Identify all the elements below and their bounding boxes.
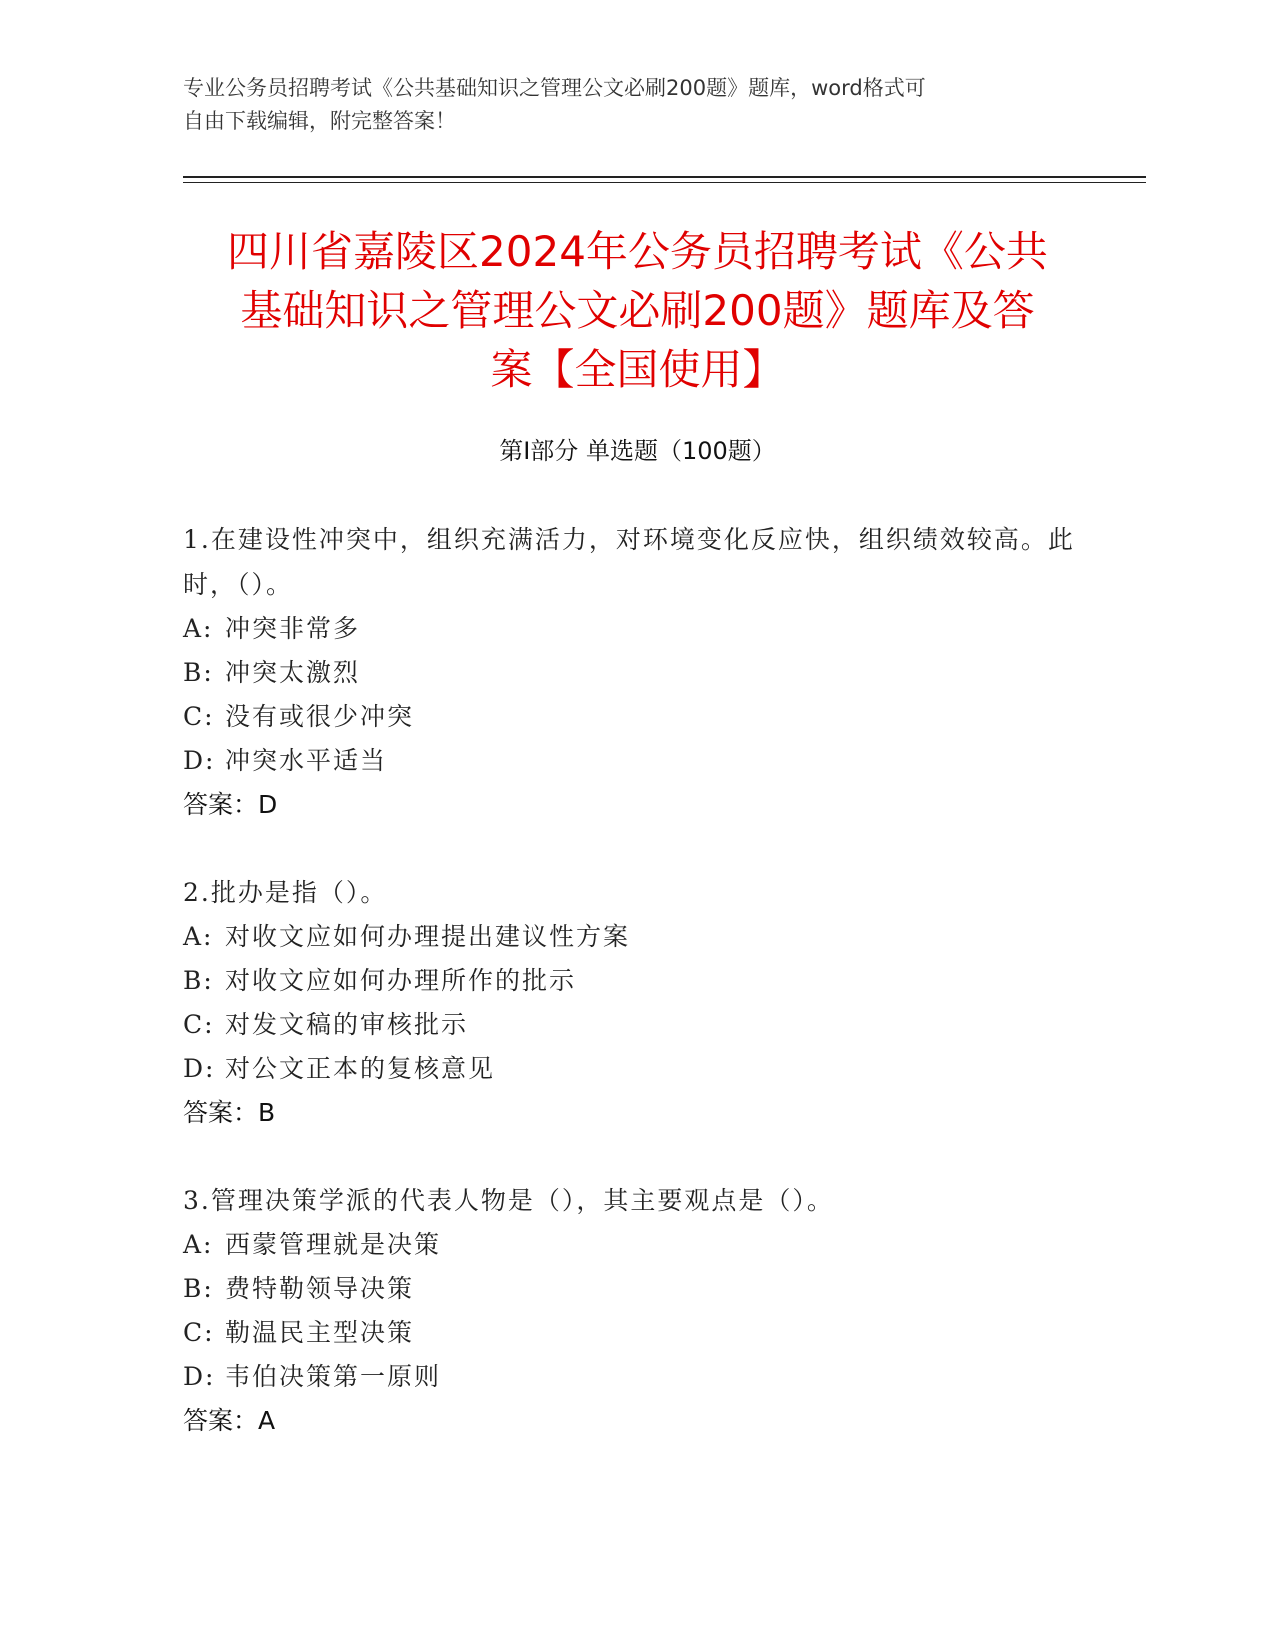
header-divider-thick bbox=[183, 176, 1146, 178]
section-title: 第Ⅰ部分 单选题（100题） bbox=[499, 437, 776, 465]
option-c bbox=[183, 1003, 1083, 1047]
option-text: 冲突太激烈 bbox=[225, 658, 361, 687]
option-letter: B: bbox=[183, 966, 214, 995]
header-note bbox=[183, 72, 1063, 138]
document-title-line-1: 四川省嘉陵区2024年公务员招聘考试《公共 bbox=[227, 227, 1048, 276]
header-note-line-2: 自由下载编辑，附完整答案！ bbox=[183, 109, 456, 133]
option-letter: C: bbox=[183, 702, 215, 731]
header-note-line-1: 专业公务员招聘考试《公共基础知识之管理公文必刷200题》题库，word格式可 bbox=[183, 76, 926, 100]
option-letter: B: bbox=[183, 1274, 214, 1303]
question-list bbox=[183, 517, 1083, 1486]
answer-line: 答案：B bbox=[183, 1098, 276, 1127]
option-d bbox=[183, 1047, 1083, 1091]
option-letter: C: bbox=[183, 1318, 215, 1347]
option-letter: D: bbox=[183, 1054, 216, 1083]
answer-line: 答案：A bbox=[183, 1406, 276, 1435]
question-item bbox=[183, 517, 1083, 827]
question-stem: 3.管理决策学派的代表人物是（），其主要观点是（）。 bbox=[183, 1186, 834, 1215]
option-letter: C: bbox=[183, 1010, 215, 1039]
option-text: 对收文应如何办理所作的批示 bbox=[225, 966, 577, 995]
option-letter: B: bbox=[183, 658, 214, 687]
option-text: 冲突水平适当 bbox=[225, 746, 388, 775]
question-stem: 2.批办是指（）。 bbox=[183, 878, 388, 907]
option-b bbox=[183, 1267, 1083, 1311]
option-text: 对发文稿的审核批示 bbox=[225, 1010, 469, 1039]
option-letter: A: bbox=[183, 614, 214, 643]
option-d bbox=[183, 1355, 1083, 1399]
option-text: 对收文应如何办理提出建议性方案 bbox=[225, 922, 631, 951]
answer-line: 答案：D bbox=[183, 790, 278, 819]
option-a bbox=[183, 915, 1083, 959]
option-d bbox=[183, 739, 1083, 783]
option-letter: D: bbox=[183, 1362, 216, 1391]
option-text: 西蒙管理就是决策 bbox=[225, 1230, 442, 1259]
option-text: 对公文正本的复核意见 bbox=[225, 1054, 496, 1083]
option-c bbox=[183, 1311, 1083, 1355]
header-divider-thin bbox=[183, 182, 1146, 183]
option-c bbox=[183, 695, 1083, 739]
option-text: 没有或很少冲突 bbox=[225, 702, 415, 731]
option-text: 费特勒领导决策 bbox=[225, 1274, 415, 1303]
option-text: 韦伯决策第一原则 bbox=[225, 1362, 442, 1391]
question-item bbox=[183, 870, 1083, 1135]
option-a bbox=[183, 607, 1083, 651]
option-b bbox=[183, 651, 1083, 695]
option-letter: A: bbox=[183, 1230, 214, 1259]
document-title-line-3: 案【全国使用】 bbox=[490, 345, 785, 394]
option-letter: D: bbox=[183, 746, 216, 775]
option-a bbox=[183, 1223, 1083, 1267]
option-letter: A: bbox=[183, 922, 214, 951]
document-title-line-2: 基础知识之管理公文必刷200题》题库及答 bbox=[240, 286, 1035, 335]
question-item bbox=[183, 1178, 1083, 1443]
option-b bbox=[183, 959, 1083, 1003]
option-text: 勒温民主型决策 bbox=[225, 1318, 415, 1347]
option-text: 冲突非常多 bbox=[225, 614, 361, 643]
question-stem: 1.在建设性冲突中，组织充满活力，对环境变化反应快，组织绩效较高。此时，（）。 bbox=[183, 525, 1075, 599]
document-title bbox=[150, 222, 1125, 399]
